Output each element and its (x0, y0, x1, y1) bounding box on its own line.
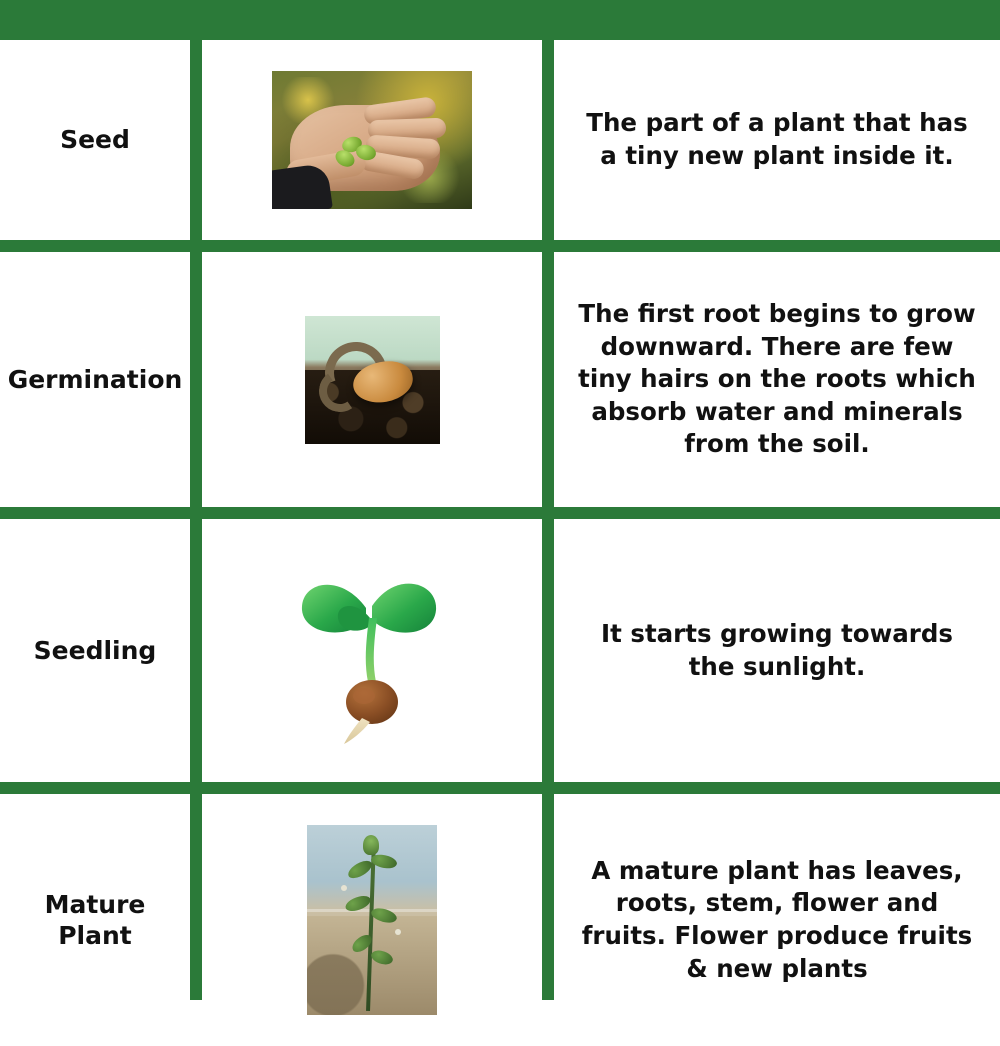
hand-holding-seeds-image (272, 71, 472, 209)
table-row (0, 519, 190, 782)
term-label: Seedling (33, 635, 157, 665)
mature-plant-image (307, 825, 437, 1015)
term-label: Seed (60, 125, 130, 155)
term-label: Mature Plant (44, 889, 146, 950)
row-image-seed (202, 40, 542, 240)
table-row (0, 40, 190, 240)
description-text: The first root begins to grow downward. There are few tiny hairs on the roots which absorb water and minerals from the soil. (578, 299, 976, 459)
term-label: Germination (7, 364, 183, 394)
row-description-mature-plant (554, 794, 1000, 1046)
description-text: It starts growing towards the sunlight. (601, 618, 953, 681)
description-text: A mature plant has leaves, roots, stem, flower and fruits. Flower produce fruits & new plants (581, 855, 973, 983)
row-image-mature-plant (202, 794, 542, 1046)
row-image-germination (202, 252, 542, 507)
table-row (0, 794, 190, 1046)
row-description-seedling (554, 519, 1000, 782)
germinating-seed-image (305, 316, 440, 444)
green-sprout-image (292, 556, 452, 746)
table-row (0, 252, 190, 507)
row-description-seed (554, 40, 1000, 240)
description-text: The part of a plant that has a tiny new plant inside it. (586, 108, 968, 170)
row-image-seedling (202, 519, 542, 782)
row-description-germination (554, 252, 1000, 507)
